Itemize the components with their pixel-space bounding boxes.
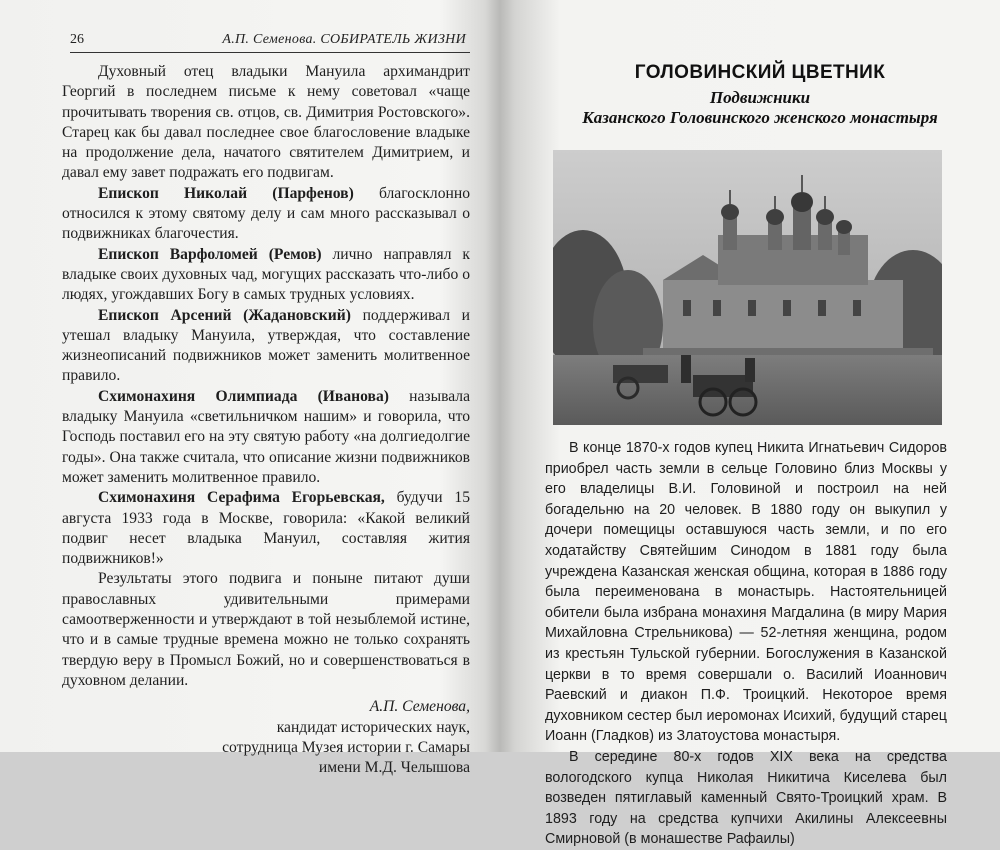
author-name: А.П. Семенова, xyxy=(369,698,470,716)
paragraph: В конце 1870-х годов купец Никита Игнатьевич Сидоров приобрел часть земли в сельце Головино близ Москвы у его владелицы В.И. Головиной и построил на ней богадельню на 20 человек. В 1880 году он выкупил у дочери помещицы оставшуюся часть земли, и по его ходатайству Святейшим Синодом в 1881 году была учреждена Казанская женская община, которая в 1886 году была переименована в монастырь. Настоятельницей обители была избрана монахиня Магдалина (в миру Мария Михайловна Стрельникова) — 52-летняя женщина, родом из крестьян Тульской губернии. Богослужения в Казанской церкви в то время совершали о. Василий Иоаннович Раевский и диакон П.Ф. Троицкий. Некоторое время духовником сестер был иеромонах Исихий, будущий старец Иоанн (Гладков) из Златоустова монастыря. xyxy=(545,440,947,745)
paragraph: Епископ Арсений (Жадановский) поддерживал и утешал владыку Мануила, утверждая, что составление жизнеописаний подвижников может заменить молитвенное правило. xyxy=(62,306,470,385)
paragraph: Епископ Николай (Парфенов) благосклонно относился к этому святому делу и сам много рассказывал о подвижниках благочестия. xyxy=(62,184,470,243)
chapter-heading xyxy=(535,62,985,128)
monastery-photo-illustration xyxy=(553,150,942,425)
monastery-photo xyxy=(553,150,942,425)
author-degree: кандидат исторических наук, xyxy=(276,718,470,736)
right-page-body xyxy=(545,438,947,850)
left-page-body xyxy=(62,62,470,778)
author-museum: имени М.Д. Челышова xyxy=(318,759,470,777)
paragraph: Схимонахиня Олимпиада (Иванова) называла владыку Мануила «светильничком нашим» и говорила, что Господь поставил его на эту святую работу «на долгиедолгие годы». Она также считала, что описание жизни подвижников может заменить молитвенное правило. xyxy=(62,387,470,486)
right-page xyxy=(505,0,1000,848)
paragraph: Духовный отец владыки Мануила архимандрит Георгий в последнем письме к нему советовал «чаще прочитывать творения св. отцов, св. Димитрия Ростовского». Старец как бы давал последнее свое благословение владыке на продолжение дела, начатого святителем Димитрием, и давал ему завет подражать его подвигам. xyxy=(62,63,470,182)
left-page xyxy=(0,0,490,777)
author-position: сотрудница Музея истории г. Самары xyxy=(222,738,470,756)
page-number: 26 xyxy=(70,32,84,47)
running-head xyxy=(70,30,470,53)
author-signature xyxy=(62,697,470,778)
paragraph: Схимонахиня Серафима Егорьевская, будучи 15 августа 1933 года в Москве, говорила: «Какой великий подвиг несет владыка Мануил, составляя жития подвижников!» xyxy=(62,489,471,568)
paragraph: В середине 80-х годов XIX века на средства вологодского купца Николая Никитича Киселева был возведен пятиглавый каменный Свято-Троицкий храм. В 1893 году на средства купчихи Акилины Алексеевны Смирновой (в монашестве Рафаилы) xyxy=(545,748,947,848)
paragraph: Результаты этого подвига и поныне питают души православных удивительными примерами самоотверженности и утверждают в той незыблемой истине, что и в самые трудные времена можно не только сохранять твердую веру в Промысл Божий, но и совершенствоваться в духовном делании. xyxy=(62,570,470,689)
chapter-title: ГОЛОВИНСКИЙ ЦВЕТНИК xyxy=(634,62,886,83)
running-head-title: А.П. Семенова. СОБИРАТЕЛЬ ЖИЗНИ xyxy=(222,32,466,47)
paragraph: Епископ Варфоломей (Ремов) лично направлял к владыке своих духовных чад, могущих рассказать что-либо о людях, угождавших Богу в самых трудных условиях. xyxy=(62,245,470,304)
chapter-subtitle: Подвижники Казанского Головинского женского монастыря xyxy=(582,88,938,127)
